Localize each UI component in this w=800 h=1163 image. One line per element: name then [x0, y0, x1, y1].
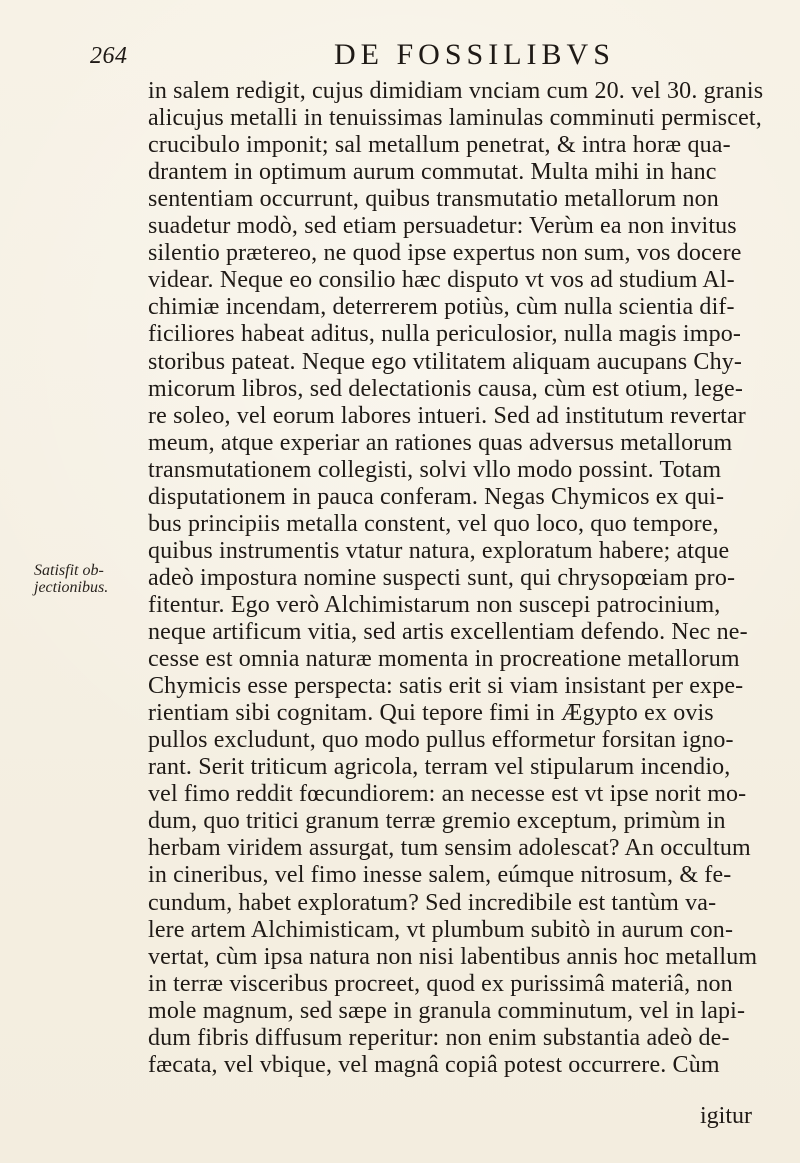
text-line: in salem redigit, cujus dimidiam vnciam cum 20. vel 30. granis [148, 78, 764, 104]
running-head: DE FOSSILIBVS [334, 38, 615, 71]
page-header [90, 38, 710, 78]
text-line: dum fibris diffusum reperitur: non enim substantia adeò de- [148, 1024, 730, 1051]
margin-note-line-2: jectionibus. [34, 579, 109, 596]
text-line: lere artem Alchimisticam, vt plumbum subitò in aurum con- [148, 916, 734, 943]
text-line: dum, quo tritici granum terræ gremio exceptum, primùm in [148, 808, 726, 835]
text-line: fæcata, vel vbique, vel magnâ copiâ potest occurrere. Cùm [148, 1051, 720, 1078]
catchword: igitur [700, 1103, 752, 1129]
text-line: transmutationem collegisti, solvi vllo modo possint. Totam [148, 456, 722, 483]
text-line: rientiam sibi cognitam. Qui tepore fimi in Ægypto ex ovis [148, 700, 714, 727]
text-line: vel fimo reddit fœcundiorem: an necesse est vt ipse norit mo- [148, 781, 747, 808]
text-line: sententiam occurrunt, quibus transmutatio metallorum non [148, 186, 719, 213]
text-line: neque artificum vitia, sed artis excellentiam defendo. Nec ne- [148, 619, 748, 645]
text-line: disputationem in pauca conferam. Negas Chymicos ex qui- [148, 483, 725, 510]
text-line: storibus pateat. Neque ego vtilitatem aliquam aucupans Chy- [148, 348, 743, 375]
text-line: mole magnum, sed sæpe in granula comminutum, vel in lapi- [148, 997, 746, 1024]
text-line: cesse est omnia naturæ momenta in procreatione metallorum [148, 646, 740, 673]
text-line: quibus instrumentis vtatur natura, exploratum habere; atque [148, 537, 730, 564]
text-line: meum, atque experiar an rationes quas adversus metallorum [148, 429, 733, 456]
text-line: cundum, habet exploratum? Sed incredibile est tantùm va- [148, 889, 717, 916]
text-line: silentio prætereo, ne quod ipse expertus non sum, vos docere [148, 240, 742, 267]
text-line: vertat, cùm ipsa natura non nisi labentibus annis hoc metallum [148, 943, 758, 970]
page-number: 264 [90, 43, 128, 69]
text-line: re soleo, vel eorum labores intueri. Sed ad institutum revertar [148, 402, 746, 429]
text-line: chimiæ incendam, deterrerem potiùs, cùm nulla scientia dif- [148, 294, 735, 321]
body-text [148, 78, 788, 1118]
text-line: drantem in optimum aurum commutat. Multa mihi in hanc [148, 159, 717, 186]
text-line: in cineribus, vel fimo inesse salem, eúmque nitrosum, & fe- [148, 862, 732, 889]
text-line: bus principiis metalla constent, vel quo loco, quo tempore, [148, 510, 719, 537]
text-line: adeò impostura nomine suspecti sunt, qui chrysopœiam pro- [148, 564, 736, 591]
text-line: suadetur modò, sed etiam persuadetur: Verùm ea non invitus [148, 213, 737, 240]
text-line: fitentur. Ego verò Alchimistarum non suscepi patrocinium, [148, 591, 721, 618]
text-line: Chymicis esse perspecta: satis erit si viam insistant per expe- [148, 673, 744, 700]
margin-note [34, 562, 118, 596]
text-line: ficiliores habeat aditus, nulla periculosior, nulla magis impo- [148, 321, 742, 348]
margin-note-line-1: Satisfit ob- [34, 562, 104, 579]
text-line: crucibulo imponit; sal metallum penetrat, & intra horæ qua- [148, 132, 731, 159]
text-line: herbam viridem assurgat, tum sensim adolescat? An occultum [148, 835, 751, 862]
text-line: micorum libros, sed delectationis causa, cùm est otium, lege- [148, 375, 743, 402]
text-line: in terræ visceribus procreet, quod ex purissimâ materiâ, non [148, 970, 733, 997]
text-line: videar. Neque eo consilio hæc disputo vt vos ad studium Al- [148, 267, 735, 294]
text-line: alicujus metalli in tenuissimas laminulas comminuti permiscet, [148, 105, 762, 132]
text-line: rant. Serit triticum agricola, terram vel stipularum incendio, [148, 754, 731, 781]
text-line: pullos excludunt, quo modo pullus efformetur forsitan igno- [148, 727, 734, 754]
